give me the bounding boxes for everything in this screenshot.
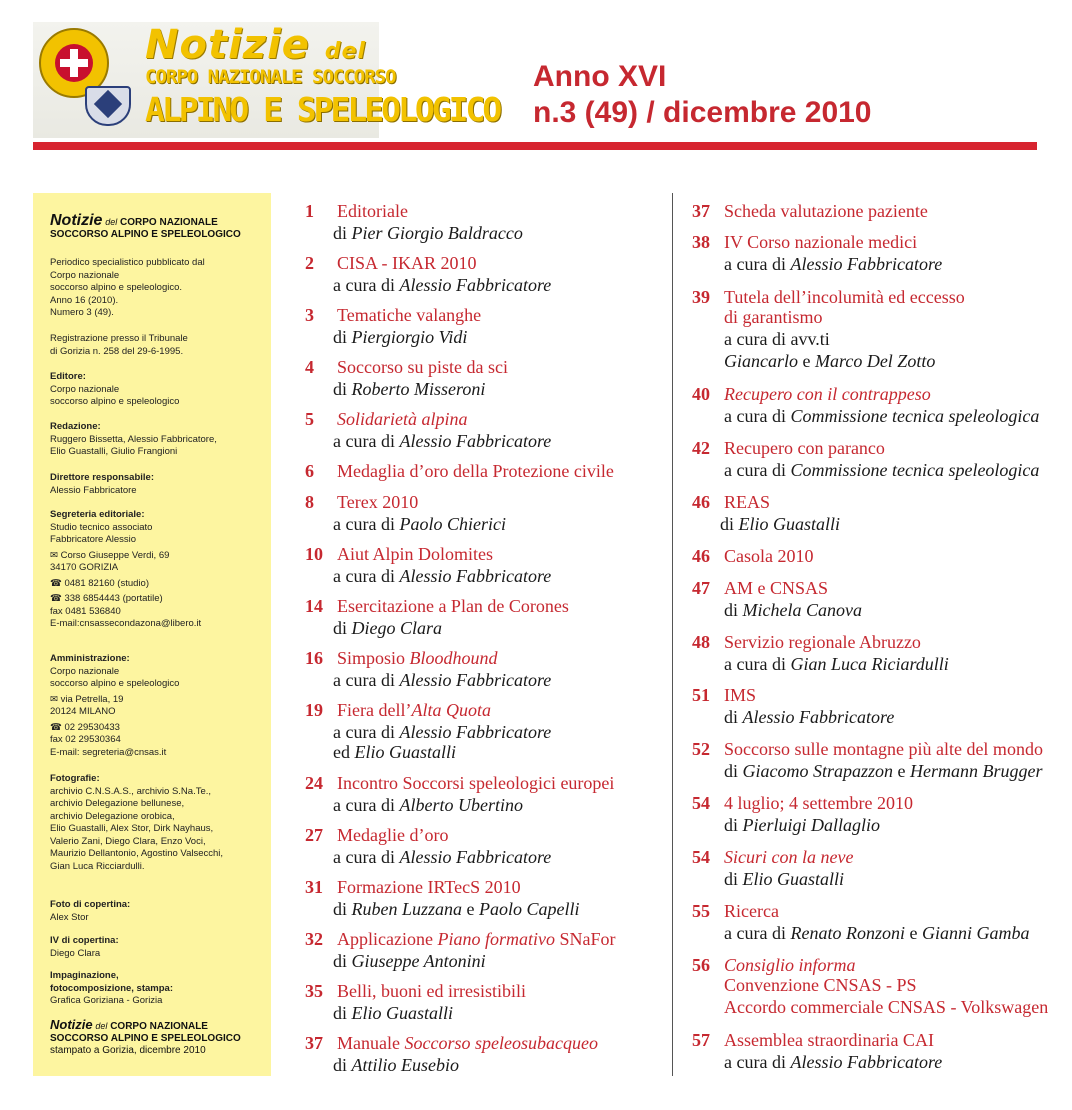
- masthead-line-2: ALPINO E SPELEOLOGICO: [145, 90, 500, 129]
- colophon-impaginazione: Impaginazione, fotocomposizione, stampa: Grafica Goriziana - Gorizia: [50, 970, 173, 1006]
- colophon-amministrazione: Amministrazione: Corpo nazionale soccorso alpino e speleologico ✉ via Petrella, 19 20124 MILANO ☎ 02 29530433 fax 02 29530364 E-mail: segreteria@cnsas.it: [50, 653, 180, 758]
- colophon-redazione: Redazione: Ruggero Bissetta, Alessio Fabbricatore, Elio Guastalli, Giulio Frangioni: [50, 421, 217, 457]
- colophon-fotografie: Fotografie: archivio C.N.S.A.S., archivio S.Na.Te., archivio Delegazione bellunese, archivio Delegazione orobica, Elio Guastalli, Alex Stor, Dirk Nayhaus, Valerio Zani, Diego Clara, Enzo Voci, Maurizio Dellantonio, Agostino Valsecchi, Gian Luca Ricciardulli.: [50, 773, 224, 872]
- colophon-sidebar: [33, 193, 271, 1076]
- header-divider: [33, 142, 1037, 150]
- issue-year: Anno XVI: [533, 60, 667, 93]
- issue-number: n.3 (49) / dicembre 2010: [533, 96, 872, 129]
- masthead-logo: [33, 22, 500, 138]
- cai-badge-icon: [85, 86, 131, 126]
- colophon-segreteria: Segreteria editoriale: Studio tecnico associato Fabbricatore Alessio ✉ Corso Giuseppe Verdi, 69 34170 GORIZIA ☎ 0481 82160 (studio) ☎ 338 6854443 (portatile) fax 0481 536840 E-mail:cnsassecondazona@libero.it: [50, 509, 202, 629]
- colophon-iv-copertina: IV di copertina: Diego Clara: [50, 935, 119, 959]
- column-divider: [672, 193, 673, 1076]
- colophon-footer: Notizie del CORPO NAZIONALE SOCCORSO ALPINO E SPELEOLOGICO stampato a Gorizia, dicembre 2010: [50, 1017, 241, 1056]
- colophon-intro: Periodico specialistico pubblicato dal Corpo nazionale soccorso alpino e speleologico. Anno 16 (2010). Numero 3 (49).: [50, 257, 205, 318]
- masthead-line-1: CORPO NAZIONALE SOCCORSO: [145, 66, 396, 88]
- masthead-title: Notizie del: [145, 22, 367, 68]
- colophon-direttore: Direttore responsabile: Alessio Fabbricatore: [50, 472, 154, 496]
- colophon-registration: Registrazione presso il Tribunale di Gorizia n. 258 del 29-6-1995.: [50, 333, 188, 357]
- colophon-editore: Editore: Corpo nazionale soccorso alpino e speleologico: [50, 371, 180, 407]
- colophon-brand: Notizie del CORPO NAZIONALE SOCCORSO ALPINO E SPELEOLOGICO: [50, 212, 241, 240]
- colophon-copertina: Foto di copertina: Alex Stor: [50, 899, 131, 923]
